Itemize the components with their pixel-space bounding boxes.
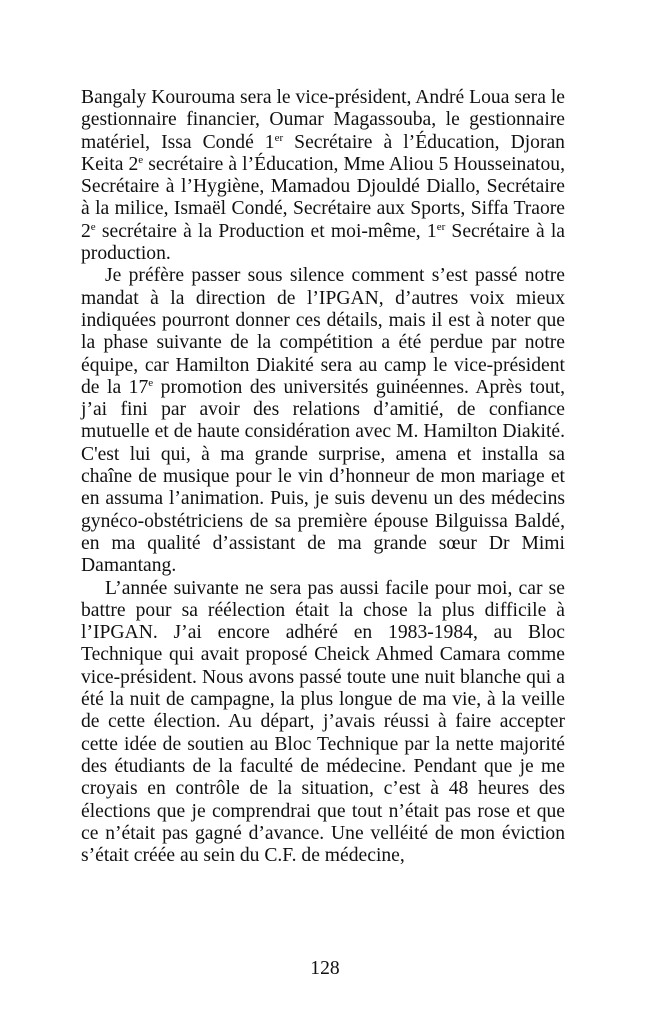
paragraph-1-text-2: Secrétaire à l’Éducation, Djoran Keita 2	[81, 131, 565, 175]
superscript-e: e	[138, 153, 144, 166]
paragraph-2-text-2: promotion des universités guinéennes. Après tout, j’ai fini par avoir des relations d’amitié, de confiance mutuelle et de haute considération avec M. Hamilton Diakité. C'est lui qui, à ma grande surprise, amena et installa sa chaîne de musique pour le vin d’honneur de mon mariage et en assuma l’animation. Puis, je suis devenu un des médecins gynéco-obstétriciens de sa première épouse Bilguissa Baldé, en ma qualité d’assistant de ma grande sœur Dr Mimi Damantang.	[81, 376, 566, 577]
superscript-e: e	[90, 220, 96, 233]
page-number: 128	[310, 958, 340, 979]
paragraph-3	[81, 578, 565, 868]
paragraph-1-text-5: Secrétaire à la production.	[81, 220, 565, 265]
paragraph-1-text-4: secrétaire à la Production et moi-même, 1	[95, 220, 437, 242]
paragraph-1-text-1: Bangaly Kourouma sera le vice-président, André Loua sera le gestionnaire financier, Oumar Magassouba, le gestionnaire matériel, Issa Condé 1	[81, 87, 565, 153]
superscript-e: e	[148, 376, 154, 389]
page-body-text	[81, 87, 565, 867]
paragraph-1-text-3: secrétaire à l’Éducation, Mme Aliou 5 Housseinatou, Secrétaire à l’Hygiène, Mamadou Djouldé Diallo, Secrétaire à la milice, Ismaël Condé, Secrétaire aux Sports, Siffa Traore 2	[81, 153, 565, 242]
paragraph-1	[81, 87, 565, 265]
superscript-er: er	[274, 131, 284, 144]
paragraph-3-text-1: L’année suivante ne sera pas aussi facile pour moi, car se battre pour sa réélection était la chose la plus difficile à l’IPGAN. J’ai encore adhéré en 1983-1984, au Bloc Technique qui avait proposé Cheick Ahmed Camara comme vice-président. Nous avons passé toute une nuit blanche qui a été la nuit de campagne, la plus longue de ma vie, à la veille de cette élection. Au départ, j’avais réussi à faire accepter cette idée de soutien au Bloc Technique par la nette majorité des étudiants de la faculté de médecine. Pendant que je me croyais en contrôle de la situation, c’est à 48 heures des élections que je comprendrai que tout n’était pas rose et que ce n’était pas gagné d’avance. Une velléité de mon éviction s’était créée au sein du C.F. de médecine,	[81, 577, 565, 867]
superscript-er: er	[436, 220, 446, 233]
paragraph-2-text-1: Je préfère passer sous silence comment s’est passé notre mandat à la direction de l’IPGAN, d’autres voix mieux indiquées pourront donner ces détails, mais il est à noter que la phase suivante de la compétition a été perdue par notre équipe, car Hamilton Diakité sera au camp le vice-président de la 17	[81, 265, 565, 398]
paragraph-2	[81, 265, 565, 577]
